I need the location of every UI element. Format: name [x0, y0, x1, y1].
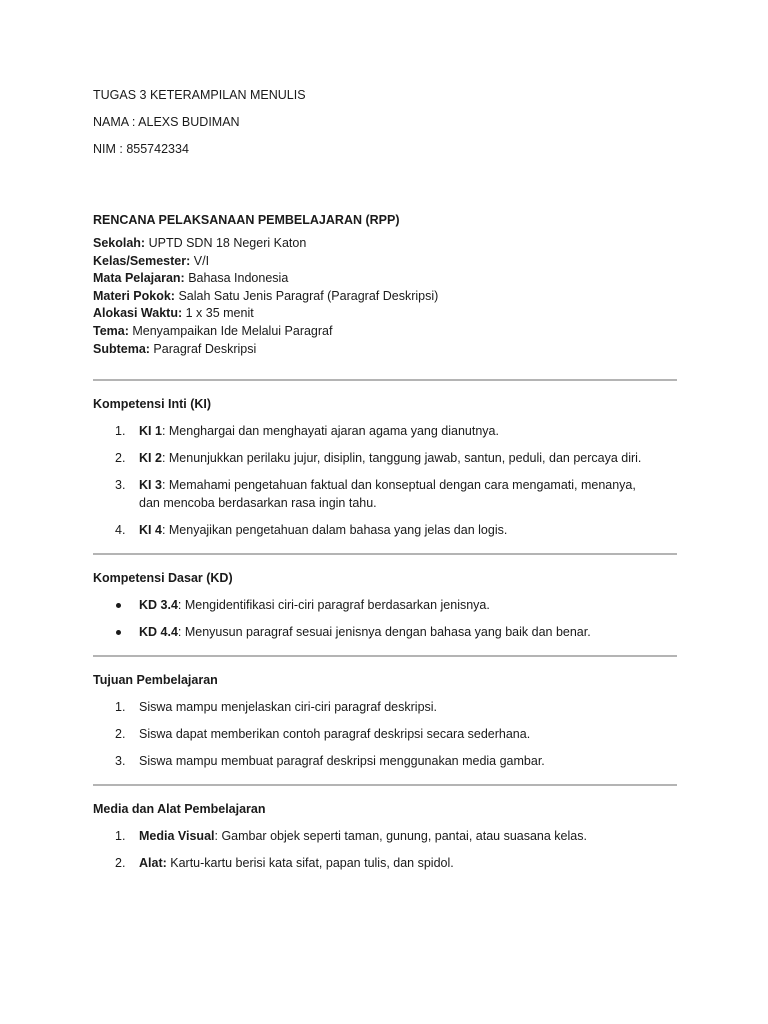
section-divider: [93, 784, 677, 786]
item-label: KI 1: [139, 424, 162, 439]
info-label: Sekolah:: [93, 236, 146, 250]
item-label: KI 4: [139, 523, 162, 538]
tujuan-title: Tujuan Pembelajaran: [93, 673, 218, 688]
info-value: Salah Satu Jenis Paragraf (Paragraf Deskripsi): [174, 288, 439, 303]
section-divider: [93, 553, 677, 555]
media-list: [93, 827, 677, 872]
item-text: : Menyusun paragraf sesuai jenisnya dengan bahasa yang baik dan benar.: [177, 625, 591, 640]
list-item: [93, 476, 677, 512]
student-nim: NIM : 855742334: [93, 142, 189, 156]
item-text: : Menunjukkan perilaku jujur, disiplin, tanggung jawab, santun, peduli, dan percaya diri.: [161, 451, 642, 466]
info-value: 1 x 35 menit: [182, 306, 254, 321]
list-item: [93, 623, 677, 641]
info-label: Materi Pokok:: [93, 288, 175, 303]
info-label: Tema:: [93, 323, 129, 338]
tujuan-list: [93, 698, 677, 770]
bullet-icon: [116, 603, 121, 608]
info-value: Menyampaikan Ide Melalui Paragraf: [128, 323, 333, 338]
item-label: KI 2: [139, 451, 162, 466]
item-text: : Gambar objek seperti taman, gunung, pantai, atau suasana kelas.: [214, 829, 587, 844]
item-text: : Menyajikan pengetahuan dalam bahasa yang jelas dan logis.: [161, 523, 508, 538]
info-sekolah: [93, 235, 677, 253]
rpp-info: [93, 235, 677, 358]
info-kelas-semester: [93, 253, 677, 271]
item-text: : Menghargai dan menghayati ajaran agama yang dianutnya.: [161, 424, 499, 439]
list-number: 2.: [115, 451, 126, 466]
list-number: 3.: [115, 754, 126, 769]
item-label: KI 3: [139, 478, 162, 493]
section-divider: [93, 655, 677, 657]
item-text: Siswa mampu membuat paragraf deskripsi menggunakan media gambar.: [139, 754, 545, 769]
list-item: [93, 521, 677, 539]
info-value: UPTD SDN 18 Negeri Katon: [145, 236, 307, 250]
section-divider: [93, 379, 677, 381]
list-item: [93, 449, 677, 467]
info-label: Kelas/Semester:: [93, 253, 191, 268]
item-label: Alat:: [139, 856, 167, 871]
bullet-icon: [116, 630, 121, 635]
item-text: Kartu-kartu berisi kata sifat, papan tulis, dan spidol.: [166, 856, 454, 871]
item-label: KD 3.4: [139, 598, 178, 613]
list-number: 1.: [115, 700, 126, 715]
item-text: : Mengidentifikasi ciri-ciri paragraf berdasarkan jenisnya.: [177, 598, 490, 613]
list-number: 3.: [115, 478, 126, 493]
info-mata-pelajaran: [93, 270, 677, 288]
info-alokasi-waktu: [93, 305, 677, 323]
info-materi-pokok: [93, 288, 677, 306]
list-item: [93, 854, 677, 872]
list-item: [93, 827, 677, 845]
list-item: [93, 596, 677, 614]
info-subtema: [93, 341, 677, 359]
kd-title: Kompetensi Dasar (KD): [93, 571, 233, 586]
rpp-title: RENCANA PELAKSANAAN PEMBELAJARAN (RPP): [93, 213, 400, 227]
item-label: Media Visual: [139, 829, 215, 844]
ki-list: [93, 422, 677, 539]
ki-title: Kompetensi Inti (KI): [93, 397, 212, 412]
item-text: Siswa dapat memberikan contoh paragraf deskripsi secara sederhana.: [139, 727, 531, 742]
info-label: Subtema:: [93, 341, 150, 356]
info-value: Bahasa Indonesia: [184, 271, 289, 286]
list-number: 4.: [115, 523, 126, 538]
item-label: KD 4.4: [139, 625, 178, 640]
item-text-continued: dan mencoba berdasarkan rasa ingin tahu.: [139, 496, 377, 511]
document-page: [93, 86, 677, 881]
info-tema: [93, 323, 677, 341]
info-value: Paragraf Deskripsi: [149, 341, 257, 356]
info-label: Mata Pelajaran:: [93, 271, 185, 286]
list-item: [93, 752, 677, 770]
list-item: [93, 725, 677, 743]
student-name: NAMA : ALEXS BUDIMAN: [93, 115, 240, 129]
list-number: 2.: [115, 856, 126, 871]
item-text: Siswa mampu menjelaskan ciri-ciri paragraf deskripsi.: [139, 700, 438, 715]
list-item: [93, 698, 677, 716]
media-title: Media dan Alat Pembelajaran: [93, 802, 266, 817]
list-item: [93, 422, 677, 440]
list-number: 1.: [115, 424, 126, 439]
info-label: Alokasi Waktu:: [93, 306, 183, 321]
task-title: TUGAS 3 KETERAMPILAN MENULIS: [93, 88, 306, 102]
list-number: 2.: [115, 727, 126, 742]
kd-list: [93, 596, 677, 641]
item-text: : Memahami pengetahuan faktual dan konseptual dengan cara mengamati, menanya,: [161, 478, 636, 493]
info-value: V/I: [190, 253, 210, 268]
list-number: 1.: [115, 829, 126, 844]
